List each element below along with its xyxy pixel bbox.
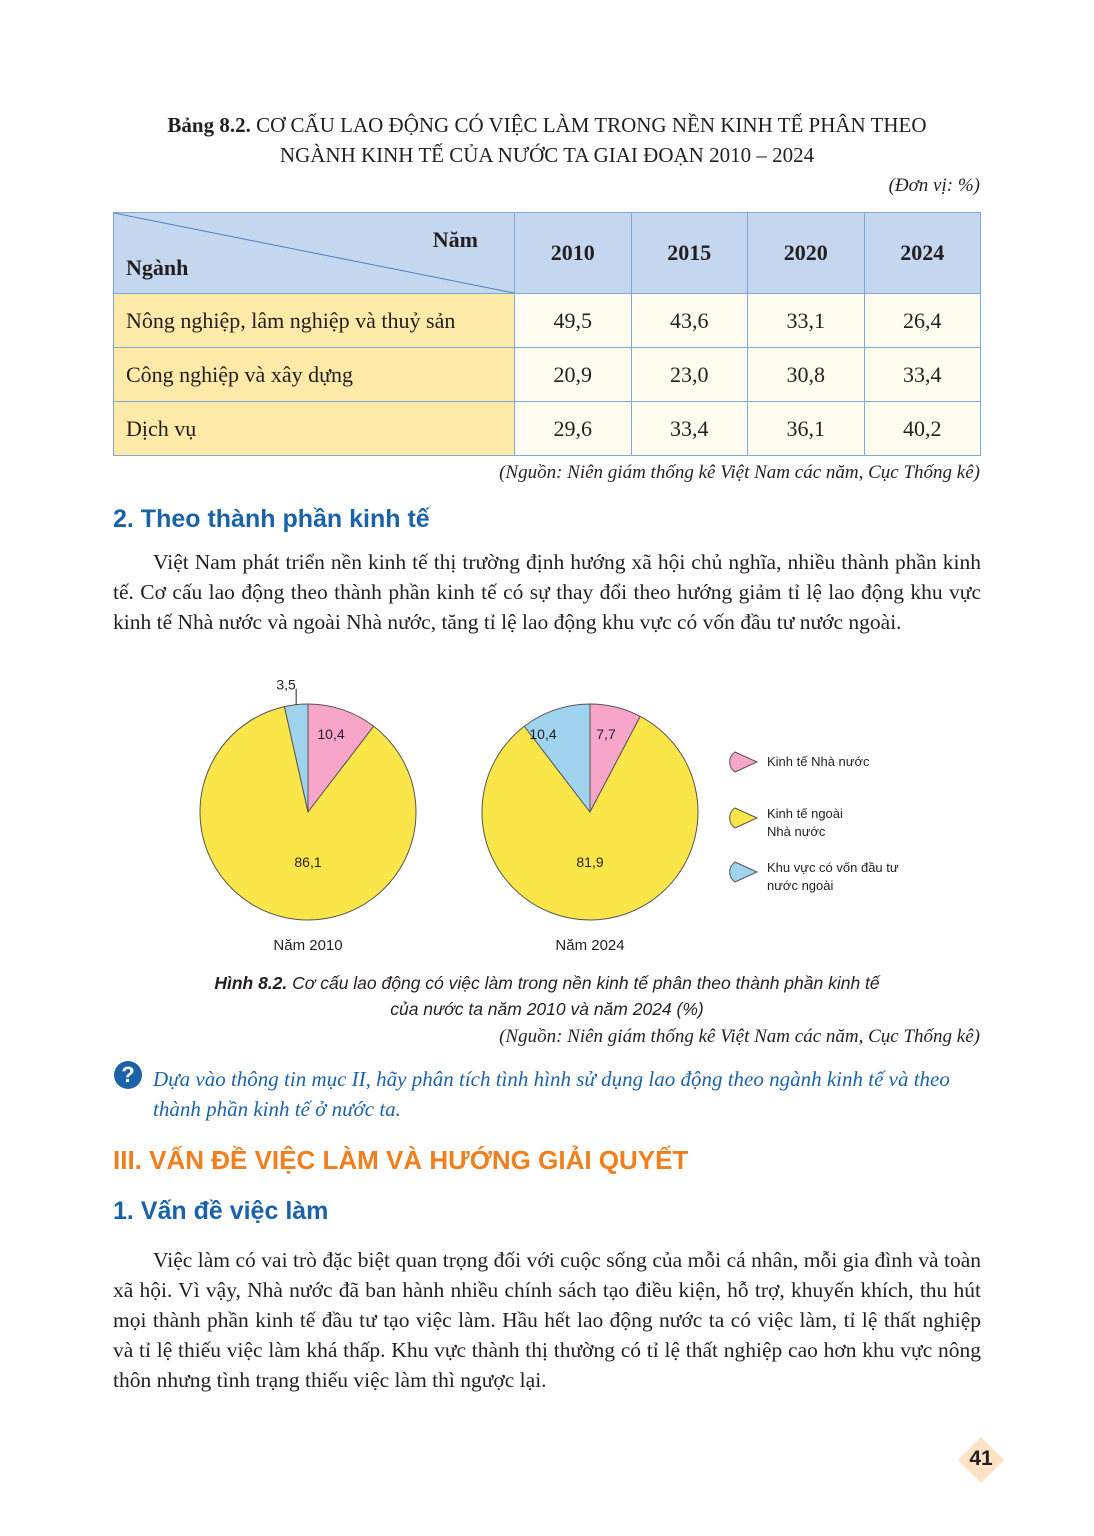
section-paragraph: Việc làm có vai trò đặc biệt quan trọng đối với cuộc sống của mỗi cá nhân, mỗi gia đình và toàn xã hội. Vì vậy, Nhà nước đã ban hành nhiều chính sách tạo điều kiện, hỗ trợ, khuyến khích, thu hút mọi thành phần kinh tế đầu tư tạo việc làm. Hầu hết lao động nước ta có việc làm, tỉ lệ thất nghiệp và tỉ lệ thiếu việc làm khá thấp. Khu vực thành thị thường có tỉ lệ thất nghiệp cao hơn khu vực nông thôn nhưng tình trạng thiếu việc làm thì ngược lại. (113, 1248, 981, 1392)
figure-caption-line1: Hình 8.2. Cơ cấu lao động có việc làm trong nền kinh tế phân theo thành phần kinh tế (214, 973, 880, 993)
legend-swatch-nonstate (730, 808, 757, 828)
header-year-cell: 2020 (748, 213, 865, 294)
figure-caption-line2: của nước ta năm 2010 và năm 2024 (%) (390, 999, 704, 1019)
table-header-corner (114, 213, 515, 294)
value-cell: 20,9 (515, 348, 632, 402)
value-cell: 33,4 (864, 348, 981, 402)
figure-source: (Nguồn: Niên giám thống kê Việt Nam các năm, Cục Thống kê) (499, 1026, 980, 1047)
question-circle-icon (113, 1060, 143, 1090)
table-source: (Nguồn: Niên giám thống kê Việt Nam các năm, Cục Thống kê) (499, 462, 980, 483)
value-cell: 49,5 (515, 294, 632, 348)
pie-charts-figure (0, 670, 1094, 960)
table-caption-label: Bảng 8.2. (167, 113, 251, 137)
table-row (114, 294, 981, 348)
pie-data-label: 10,4 (529, 726, 557, 742)
value-cell: 33,4 (631, 402, 748, 456)
value-cell: 43,6 (631, 294, 748, 348)
section-paragraph: Việt Nam phát triển nền kinh tế thị trường định hướng xã hội chủ nghĩa, nhiều thành phần kinh tế. Cơ cấu lao động theo thành phần kinh tế có sự thay đổi theo hướng giảm tỉ lệ lao động khu vực kinh tế Nhà nước và ngoài Nhà nước, tăng tỉ lệ lao động khu vực có vốn đầu tư nước ngoài. (113, 550, 981, 634)
legend-swatch-fdi (730, 862, 757, 882)
table-caption-line1: Bảng 8.2. CƠ CẤU LAO ĐỘNG CÓ VIỆC LÀM TRONG NỀN KINH TẾ PHÂN THEO (167, 113, 927, 137)
sector-name-cell: Nông nghiệp, lâm nghiệp và thuỷ sản (114, 294, 515, 348)
value-cell: 33,1 (748, 294, 865, 348)
legend-label: nước ngoài (767, 878, 834, 893)
header-year-cell: 2015 (631, 213, 748, 294)
table-caption (112, 110, 982, 170)
value-cell: 36,1 (748, 402, 865, 456)
pie-data-label: 3,5 (276, 676, 296, 693)
figure-caption (112, 970, 982, 1022)
section-heading: 2. Theo thành phần kinh tế (113, 505, 430, 533)
legend-label: Khu vực có vốn đầu tư (767, 860, 899, 875)
pie-title: Năm 2010 (273, 937, 343, 954)
legend-label: Nhà nước (767, 824, 826, 839)
pie-data-label: 86,1 (294, 854, 322, 870)
header-year-cell: 2010 (515, 213, 632, 294)
pie-data-label: 7,7 (596, 726, 616, 742)
table-row (114, 348, 981, 402)
section-heading-main: III. VẤN ĐỀ VIỆC LÀM VÀ HƯỚNG GIẢI QUYẾT (113, 1145, 689, 1175)
sector-name-cell: Công nghiệp và xây dựng (114, 348, 515, 402)
pie-title: Năm 2024 (555, 937, 625, 954)
header-year-label: Năm (432, 227, 478, 252)
legend-label: Kinh tế Nhà nước (767, 754, 870, 769)
employment-by-sector-table (113, 212, 981, 456)
legend-label: Kinh tế ngoài (767, 806, 843, 821)
page-number: 41 (969, 1447, 993, 1470)
legend-swatch-state (730, 752, 757, 772)
page-number-badge (957, 1436, 1005, 1484)
question-text: Dựa vào thông tin mục II, hãy phân tích tình hình sử dụng lao động theo ngành kinh tế và theo thành phần kinh tế ở nước ta. (153, 1067, 950, 1121)
value-cell: 26,4 (864, 294, 981, 348)
table-row (114, 402, 981, 456)
corner-diagonal-line (114, 213, 514, 293)
sector-name-cell: Dịch vụ (114, 402, 515, 456)
table-unit: (Đơn vị: %) (888, 175, 980, 196)
section-subheading: 1. Vấn đề việc làm (113, 1197, 329, 1225)
value-cell: 23,0 (631, 348, 748, 402)
header-sector-label: Ngành (126, 255, 189, 280)
figure-caption-label: Hình 8.2. (214, 973, 288, 993)
value-cell: 40,2 (864, 402, 981, 456)
table-header-row (114, 213, 981, 294)
svg-text:?: ? (121, 1062, 135, 1087)
table-caption-line2: NGÀNH KINH TẾ CỦA NƯỚC TA GIAI ĐOẠN 2010 – 2024 (279, 143, 815, 167)
value-cell: 30,8 (748, 348, 865, 402)
pie-data-label: 81,9 (576, 854, 604, 870)
pie-data-label: 10,4 (317, 726, 345, 742)
header-year-cell: 2024 (864, 213, 981, 294)
value-cell: 29,6 (515, 402, 632, 456)
